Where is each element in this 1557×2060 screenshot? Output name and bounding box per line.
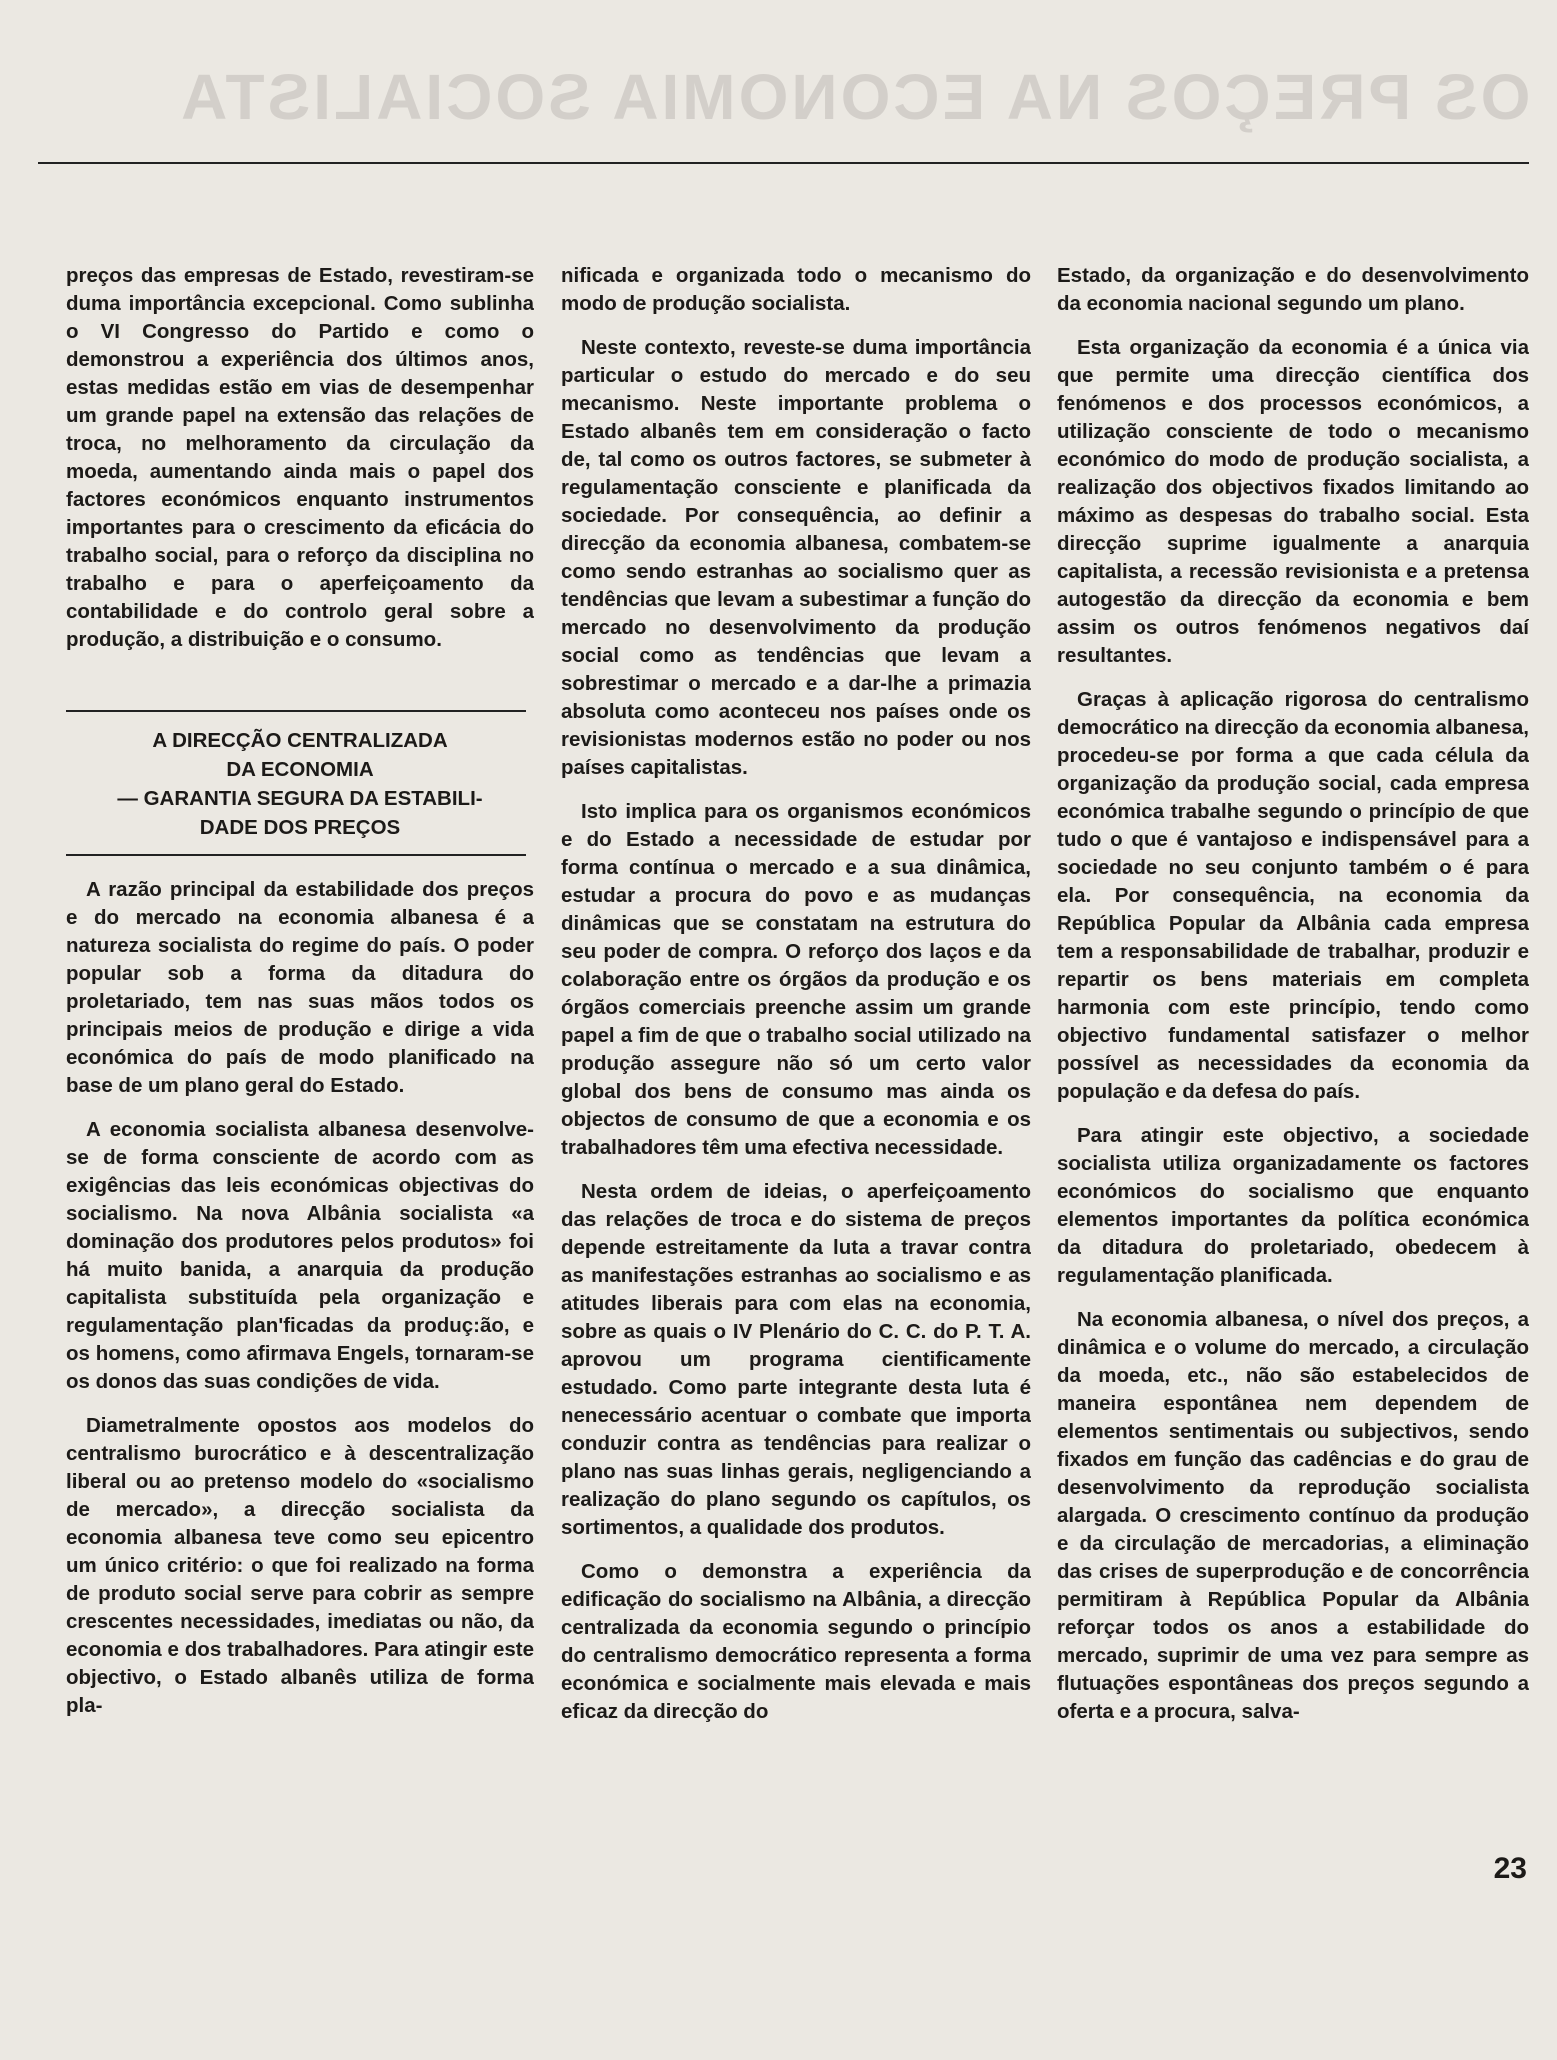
show-through-header [40,60,1530,170]
header-rule [38,162,1529,164]
page-number: 23 [1493,1852,1527,1885]
paragraph: Como o demonstra a experiência da edificação do socialismo na Albânia, a direcção centralizada da economia segundo o princípio do centralismo democrático representa a forma económica e socialmente mais elevada e mais eficaz da direcção do [561,1560,1031,1723]
paragraph: Nesta ordem de ideias, o aperfeiçoamento das relações de troca e do sistema de preços depende estreitamente da luta a travar contra as manifestações estranhas ao socialismo e as atitudes liberais para com elas na economia, sobre as quais o IV Plenário do C. C. do P. T. A. aprovou um programa cientificamente estudado. Como parte integrante desta luta é nenecessário acentuar o combate que importa conduzir contra as tendências para realizar o plano nas suas linhas gerais, negligenciando a realização do plano segundo os capítulos, os sortimentos, a qualidade dos produtos. [561,1180,1031,1539]
column-1 [66,262,534,1962]
section-rule-top [66,710,526,712]
paragraph: Graças à aplicação rigorosa do centralismo democrático na direcção da economia albanesa, procedeu-se por forma a que cada célula da organização da produção social, cada empresa económica trabalhe segundo o princípio de que tudo o que é vantajoso e indispensável para a sociedade no seu conjunto também o é para ela. Por consequência, na economia da República Popular da Albânia cada empresa tem a responsabilidade de trabalhar, produzir e repartir os bens materiais em completa harmonia com este princípio, tendo como objectivo fundamental satisfazer o melhor possível as necessidades da economia da população e da defesa do país. [1057,688,1529,1103]
paragraph: A razão principal da estabilidade dos preços e do mercado na economia albanesa é a natureza socialista do regime do país. O poder popular sob a forma da ditadura do proletariado, tem nas suas mãos todos os principais meios de produção e dirige a vida económica do país de modo planificado na base de um plano geral do Estado. [66,878,534,1097]
column-2 [561,262,1031,1962]
section-heading-line: A DIRECÇÃO CENTRALIZADA [152,729,448,752]
section-heading-line: DA ECONOMIA [226,758,374,781]
section-heading [66,726,534,842]
section-heading-line: — GARANTIA SEGURA DA ESTABILI- [117,787,483,810]
paragraph: A economia socialista albanesa desenvolve-se de forma consciente de acordo com as exigências das leis económicas objectivas do socialismo. Na nova Albânia socialista «a dominação dos produtores pelos produtos» foi há muito banida, a anarquia da produção capitalista substituída pela organização e regulamentação plan'ficadas da produç:ão, e os homens, como afirmava Engels, tornaram-se os donos das suas condições de vida. [66,1118,534,1393]
paragraph: Na economia albanesa, o nível dos preços, a dinâmica e o volume do mercado, a circulação da moeda, etc., não são estabelecidos de maneira espontânea nem dependem de elementos sentimentais ou subjectivos, sendo fixados em função das cadências e do grau de desenvolvimento da reprodução socialista alargada. O crescimento contínuo da produção e da circulação de mercadorias, a eliminação das crises de superprodução e de concorrência permitiram à República Popular da Albânia reforçar todos os anos a estabilidade do mercado, suprimir de uma vez para sempre as flutuações espontâneas dos preços segundo a oferta e a procura, salva- [1057,1308,1529,1723]
paragraph: preços das empresas de Estado, revestiram-se duma importância excepcional. Como sublinha o VI Congresso do Partido e como o demonstrou a experiência dos últimos anos, estas medidas estão em vias de desempenhar um grande papel na extensão das relações de troca, no melhoramento da circulação da moeda, aumentando ainda mais o papel dos factores económicos enquanto instrumentos importantes para o crescimento da eficácia do trabalho social, para o reforço da disciplina no trabalho e para o aperfeiçoamento da contabilidade e do controlo geral sobre a produção, a distribuição e o consumo. [66,264,534,651]
section-rule-bottom [66,854,526,856]
section-heading-line: DADE DOS PREÇOS [199,816,401,839]
paragraph: Isto implica para os organismos económicos e do Estado a necessidade de estudar por forma contínua o mercado e a sua dinâmica, estudar a procura do povo e as mudanças dinâmicas que se constatam na estrutura do seu poder de compra. O reforço dos laços e da colaboração entre os órgãos da produção e os órgãos comerciais preenche assim um grande papel a fim de que o trabalho social utilizado na produção assegure não só um certo valor global dos bens de consumo mas ainda os objectos de consumo de que a economia e os trabalhadores têm uma efectiva necessidade. [561,800,1031,1159]
show-through-header-text: OS PREÇOS NA ECONOMIA SOCIALISTA [177,61,1530,133]
paragraph: nificada e organizada todo o mecanismo do modo de produção socialista. [561,264,1031,315]
paragraph: Esta organização da economia é a única via que permite uma direcção científica dos fenómenos e dos processos económicos, a utilização consciente de todo o mecanismo económico do modo de produção socialista, a realização dos objectivos fixados limitando ao máximo as despesas do trabalho social. Esta direcção suprime igualmente a anarquia capitalista, a recessão revisionista e a pretensa autogestão da direcção da economia e bem assim os outros fenómenos negativos daí resultantes. [1057,336,1529,667]
paragraph: Diametralmente opostos aos modelos do centralismo burocrático e à descentralização liberal ou ao pretenso modelo do «socialismo de mercado», a direcção socialista da economia albanesa teve como seu epicentro um único critério: o que foi realizado na forma de produto social serve para cobrir as sempre crescentes necessidades, imediatas ou não, da economia e dos trabalhadores. Para atingir este objectivo, o Estado albanês utiliza de forma pla- [66,1414,534,1717]
paragraph: Para atingir este objectivo, a sociedade socialista utiliza organizadamente os factores económicos do socialismo que enquanto elementos importantes da política económica da ditadura do proletariado, obedecem à regulamentação planificada. [1057,1124,1529,1287]
paragraph: Neste contexto, reveste-se duma importância particular o estudo do mercado e do seu mecanismo. Neste importante problema o Estado albanês tem em consideração o facto de, tal como os outros factores, se submeter à regulamentação consciente e planificada da sociedade. Por consequência, ao definir a direcção da economia albanesa, combatem-se como sendo estranhas ao socialismo quer as tendências que levam a subestimar a função do mercado no desenvolvimento da produção social como as tendências que levam a sobrestimar o mercado e a dar-lhe a primazia absoluta como aconteceu nos países onde os revisionistas modernos estão no poder ou nos países capitalistas. [561,336,1031,779]
column-3 [1057,262,1529,1962]
paragraph: Estado, da organização e do desenvolvimento da economia nacional segundo um plano. [1057,264,1529,315]
